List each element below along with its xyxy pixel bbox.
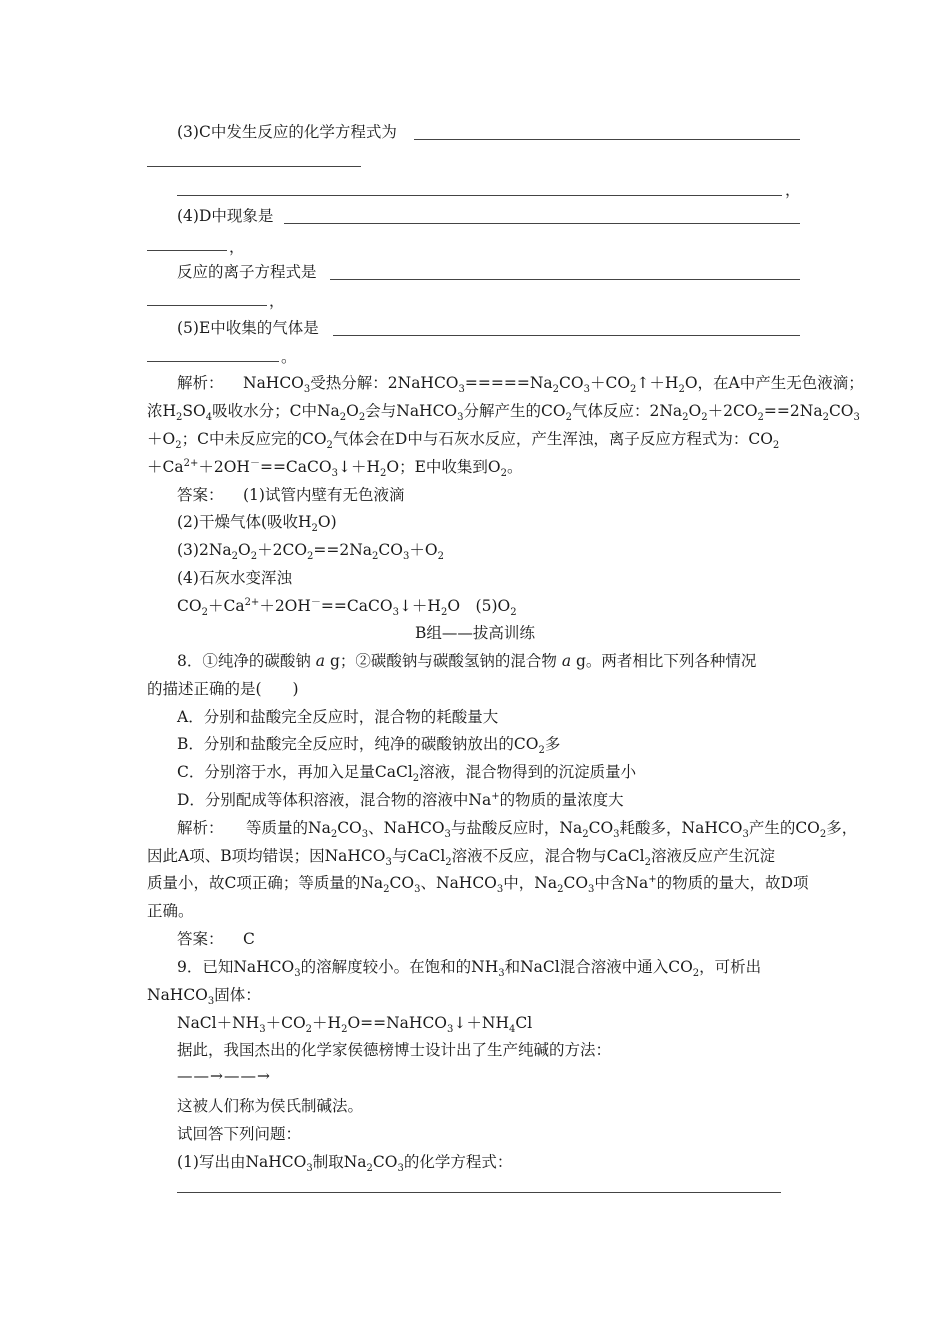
answer7-item-3: $(3)2Na_2O_2+2CO_2==2Na_2CO_3+O_2$	[177, 541, 444, 563]
q4-ion-blank-2[interactable]	[147, 305, 267, 306]
q4-prompt: (4)D中现象是	[177, 207, 274, 225]
q8-stem-line-1: 8．①纯净的碳酸钠 a g；②碳酸钠与碳酸氢钠的混合物 a g。两者相比下列各种情况	[177, 652, 757, 670]
q8-option-c[interactable]: C．分别溶于水，再加入足量CaCl$_2$溶液，混合物得到的沉淀质量小	[177, 763, 637, 785]
analysis7-line-3: $+O_2$；C中未反应完的$CO_2$气体会在D中与石灰水反应，产生浑浊，离子反应方程式为：$CO_2$	[147, 430, 780, 452]
q9-process-arrows: ——→——→	[177, 1067, 271, 1085]
q3-answer-blank-1[interactable]	[414, 139, 800, 140]
q8-option-a[interactable]: A．分别和盐酸完全反应时，混合物的耗酸量大	[177, 708, 499, 726]
q5-prompt: (5)E中收集的气体是	[177, 319, 319, 337]
answer7-item-4: (4)石灰水变浑浊	[177, 569, 292, 587]
q8-option-d[interactable]: D．分别配成等体积溶液，混合物的溶液中Na+的物质的量浓度大	[177, 790, 624, 809]
q3-answer-blank-2[interactable]	[147, 166, 361, 167]
q4-tail: ，	[229, 238, 245, 256]
analysis7-label: 解析：	[177, 374, 224, 392]
q9-sub1-answer-blank[interactable]	[177, 1192, 781, 1193]
q9-equation: $NaCl+NH_3+CO_2+H_2O==NaHCO_3↓+NH_4Cl$	[177, 1014, 533, 1036]
q5-answer-blank-1[interactable]	[333, 335, 800, 336]
q4-ion-prompt: 反应的离子方程式是	[177, 263, 317, 281]
q8-analysis-line-4: 正确。	[147, 902, 194, 920]
q5-answer-blank-2[interactable]	[147, 361, 279, 362]
q8-analysis-label: 解析：	[177, 819, 224, 837]
q9-line-7: 试回答下列问题：	[177, 1125, 302, 1143]
q3-tail: ，	[785, 181, 801, 199]
analysis7-line-1: NaHCO$_3$受热分解：$2NaHCO_3=====Na_2CO_3+CO_2↑+H_2O$，在A中产生无色液滴；	[243, 374, 864, 396]
q8-analysis-line-2: 因此A项、B项均错误；因NaHCO$_3$与CaCl$_2$溶液不反应，混合物与CaCl$_2$溶液反应产生沉淀	[147, 847, 775, 869]
q3-answer-blank-3[interactable]	[177, 195, 782, 196]
q8-option-b[interactable]: B．分别和盐酸完全反应时，纯净的碳酸钠放出的$CO_2$多	[177, 735, 561, 757]
q4-ion-tail: ，	[269, 292, 285, 310]
q8-analysis-line-1: 等质量的$Na_2CO_3$、NaHCO$_3$与盐酸反应时，$Na_2CO_3$耗酸多，NaHCO$_3$产生的$CO_2$多，	[246, 819, 858, 841]
q3-prompt: (3)C中发生反应的化学方程式为	[177, 123, 397, 141]
section-title: B组——拔高训练	[415, 624, 535, 642]
q9-stem-line-2: NaHCO$_3$固体：	[147, 986, 261, 1008]
answer7-item-5: $CO_2+Ca^{2+}+2OH^-==CaCO_3↓+H_2O$ $(5)O_2$	[177, 596, 517, 619]
answer7-item-1: (1)试管内壁有无色液滴	[243, 486, 405, 504]
answer7-item-2: (2)干燥气体(吸收$H_2O$)	[177, 513, 337, 535]
answer7-label: 答案：	[177, 486, 224, 504]
q4-ion-blank-1[interactable]	[330, 279, 800, 280]
q9-stem-line-1: 9．已知NaHCO$_3$的溶解度较小。在饱和的$NH_3$和NaCl混合溶液中通入$CO_2$，可析出	[177, 958, 762, 980]
q9-line-6: 这被人们称为侯氏制碱法。	[177, 1097, 364, 1115]
q8-answer-label: 答案：	[177, 930, 224, 948]
q9-line-4: 据此，我国杰出的化学家侯德榜博士设计出了生产纯碱的方法：	[177, 1041, 612, 1059]
q4-answer-blank-1[interactable]	[284, 223, 800, 224]
q9-subquestion-1: (1)写出由NaHCO$_3$制取$Na_2CO_3$的化学方程式：	[177, 1153, 513, 1175]
analysis7-line-4: $+Ca^{2+}+2OH^-==CaCO_3↓+H_2O$；E中收集到$O_2$。	[147, 457, 523, 480]
q8-stem-line-2: 的描述正确的是( )	[147, 680, 299, 698]
q8-answer-value: C	[243, 930, 255, 948]
q4-answer-blank-2[interactable]	[147, 250, 227, 251]
analysis7-line-2: 浓$H_2SO_4$吸收水分；C中$Na_2O_2$会与NaHCO$_3$分解产生的$CO_2$气体反应：$2Na_2O_2+2CO_2==2Na_2CO_3$	[147, 402, 860, 424]
q8-analysis-line-3: 质量小，故C项正确；等质量的$Na_2CO_3$、NaHCO$_3$中，$Na_2CO_3$中含Na+的物质的量大，故D项	[147, 873, 809, 896]
q5-tail: 。	[281, 348, 297, 366]
